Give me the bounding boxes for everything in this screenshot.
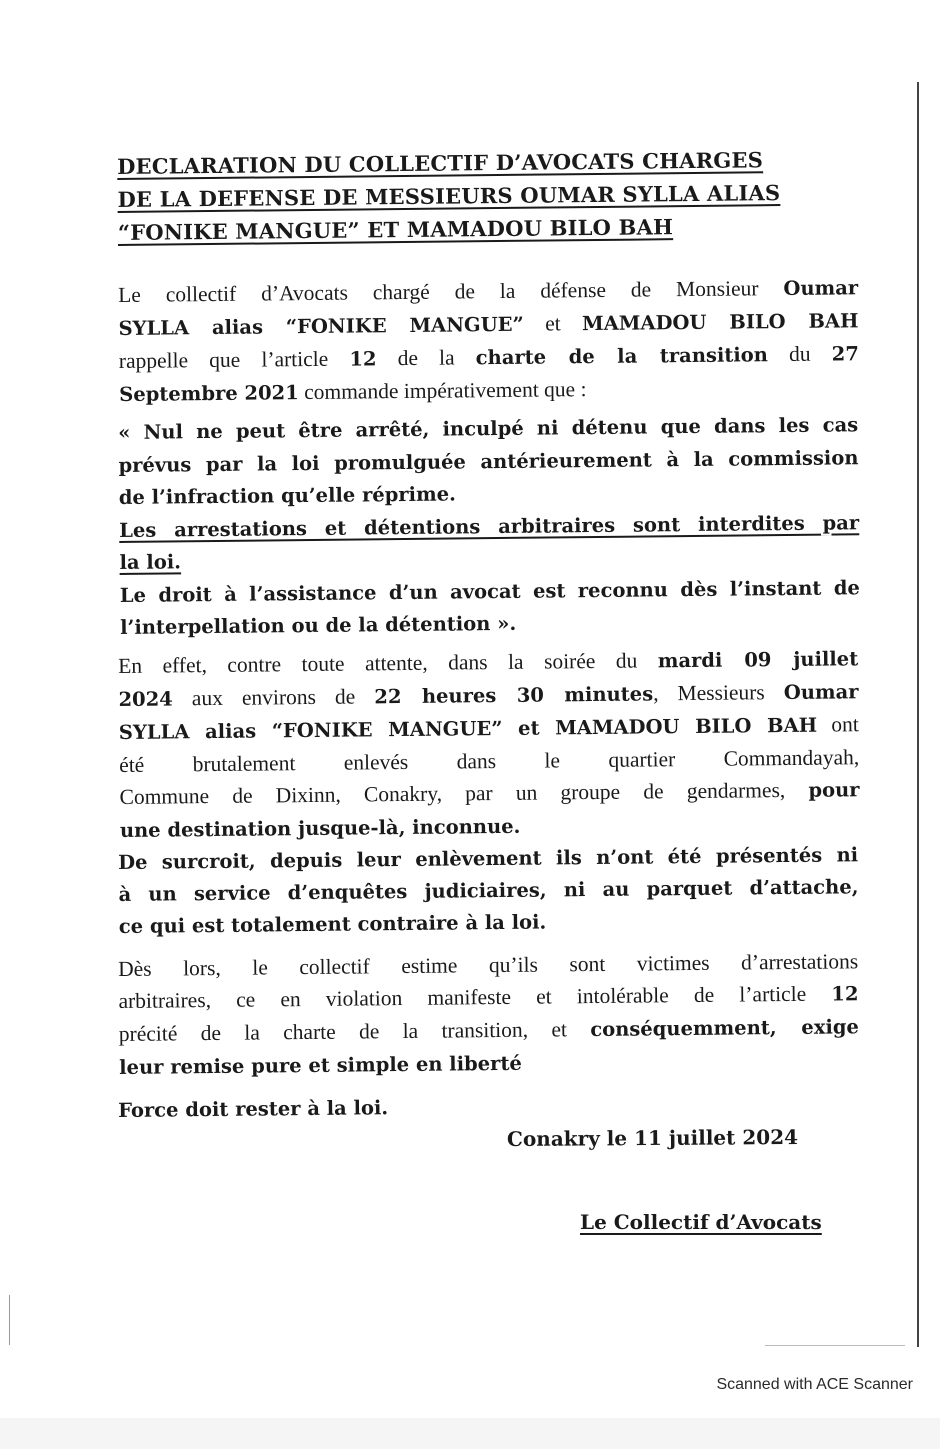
bold-text: MAMADOU BILO BAH	[581, 309, 859, 336]
quoted-article	[118, 409, 860, 644]
footer-band	[0, 1418, 940, 1449]
quote-line: « Nul ne peut être arrêté, inculpé ni détenu que dans les cas	[118, 413, 859, 444]
text: En effet, contre toute attente, dans la soirée du	[118, 648, 658, 678]
bold-text: leur remise pure et simple en liberté	[119, 1051, 522, 1079]
signature: Le Collectif d’Avocats	[580, 1210, 822, 1234]
facts-paragraph	[118, 642, 860, 847]
bold-text: conséquemment, exige	[590, 1015, 859, 1042]
bold-text: une destination jusque-là, inconnue.	[119, 814, 521, 842]
quote-line: Le droit à l’assistance d’un avocat est reconnu dès l’instant de	[119, 575, 860, 607]
text: arbitraires, ce en violation manifeste et intolérable de l’article	[118, 981, 832, 1013]
bold-line: ce qui est totalement contraire à la loi.	[118, 910, 547, 938]
page-edge-left	[9, 1295, 10, 1345]
bold-text: 27	[831, 342, 859, 366]
text: ont	[816, 712, 859, 737]
title-line-3: “FONIKE MANGUE” ET MAMADOU BILO BAH	[117, 214, 674, 245]
text: précité de la charte de la transition, et	[118, 1017, 591, 1046]
date-line: Conakry le 11 juillet 2024	[506, 1124, 799, 1152]
text: été brutalement enlevés dans le quartier Commandayah,	[119, 745, 860, 777]
bold-text: 12	[349, 347, 377, 371]
text: Dès lors, le collectif estime qu’ils sont victimes d’arrestations	[118, 949, 859, 981]
document-title	[117, 142, 838, 249]
text: Le collectif d’Avocats chargé de la défense de Monsieur	[118, 276, 784, 307]
bold-text: SYLLA alias “FONIKE MANGUE”	[118, 312, 524, 340]
text: aux environs de	[172, 684, 375, 711]
bold-text: SYLLA alias “FONIKE MANGUE” et MAMADOU BILO BAH	[118, 713, 818, 744]
bold-text: Septembre 2021	[119, 381, 299, 406]
text: commande impérativement que :	[298, 377, 587, 405]
closing-line: Force doit rester à la loi.	[118, 1096, 389, 1122]
bold-text: mardi 09 juillet	[657, 647, 859, 673]
page-edge-right	[917, 82, 919, 1347]
quote-line: de l’infraction qu’elle réprime.	[118, 482, 456, 509]
title-line-1: DECLARATION DU COLLECTIF D’AVOCATS CHARGES	[117, 147, 764, 179]
bold-line: à un service d’enquêtes judiciaires, ni au parquet d’attache,	[118, 875, 859, 906]
quote-line: l’interpellation ou de la détention ».	[120, 611, 517, 639]
quote-line-underlined: la loi.	[119, 550, 182, 574]
text: de la	[376, 345, 476, 371]
quote-line: prévus par la loi promulguée antérieurement à la commission	[118, 445, 859, 477]
bold-text: charte de la transition	[475, 343, 769, 370]
title-line-2: DE LA DEFENSE DE MESSIEURS OUMAR SYLLA ALIAS	[117, 180, 781, 212]
text: rappelle que l’article	[118, 346, 350, 373]
quote-line-underlined: Les arrestations et détentions arbitraires sont interdites par	[119, 510, 860, 542]
text: et	[523, 311, 583, 336]
moreover-paragraph	[118, 839, 859, 943]
intro-paragraph	[118, 271, 859, 411]
bold-text: 2024	[118, 687, 173, 711]
bold-line: De surcroit, depuis leur enlèvement ils n’ont été présentés ni	[118, 843, 859, 874]
conclusion-paragraph	[118, 945, 859, 1084]
text: Commune de Dixinn, Conakry, par un groupe de gendarmes,	[119, 777, 809, 809]
bold-text: 22 heures 30 minutes	[374, 682, 654, 709]
closing-statement	[118, 1087, 858, 1127]
bold-text: pour	[808, 778, 860, 802]
bold-text: Oumar	[783, 276, 859, 301]
page-edge-bottom	[765, 1345, 905, 1346]
bold-text: 12	[831, 982, 859, 1006]
text: , Messieurs	[652, 680, 784, 706]
scanner-watermark: Scanned with ACE Scanner	[716, 1376, 913, 1393]
text: du	[767, 341, 832, 367]
bold-text: Oumar	[783, 680, 859, 705]
